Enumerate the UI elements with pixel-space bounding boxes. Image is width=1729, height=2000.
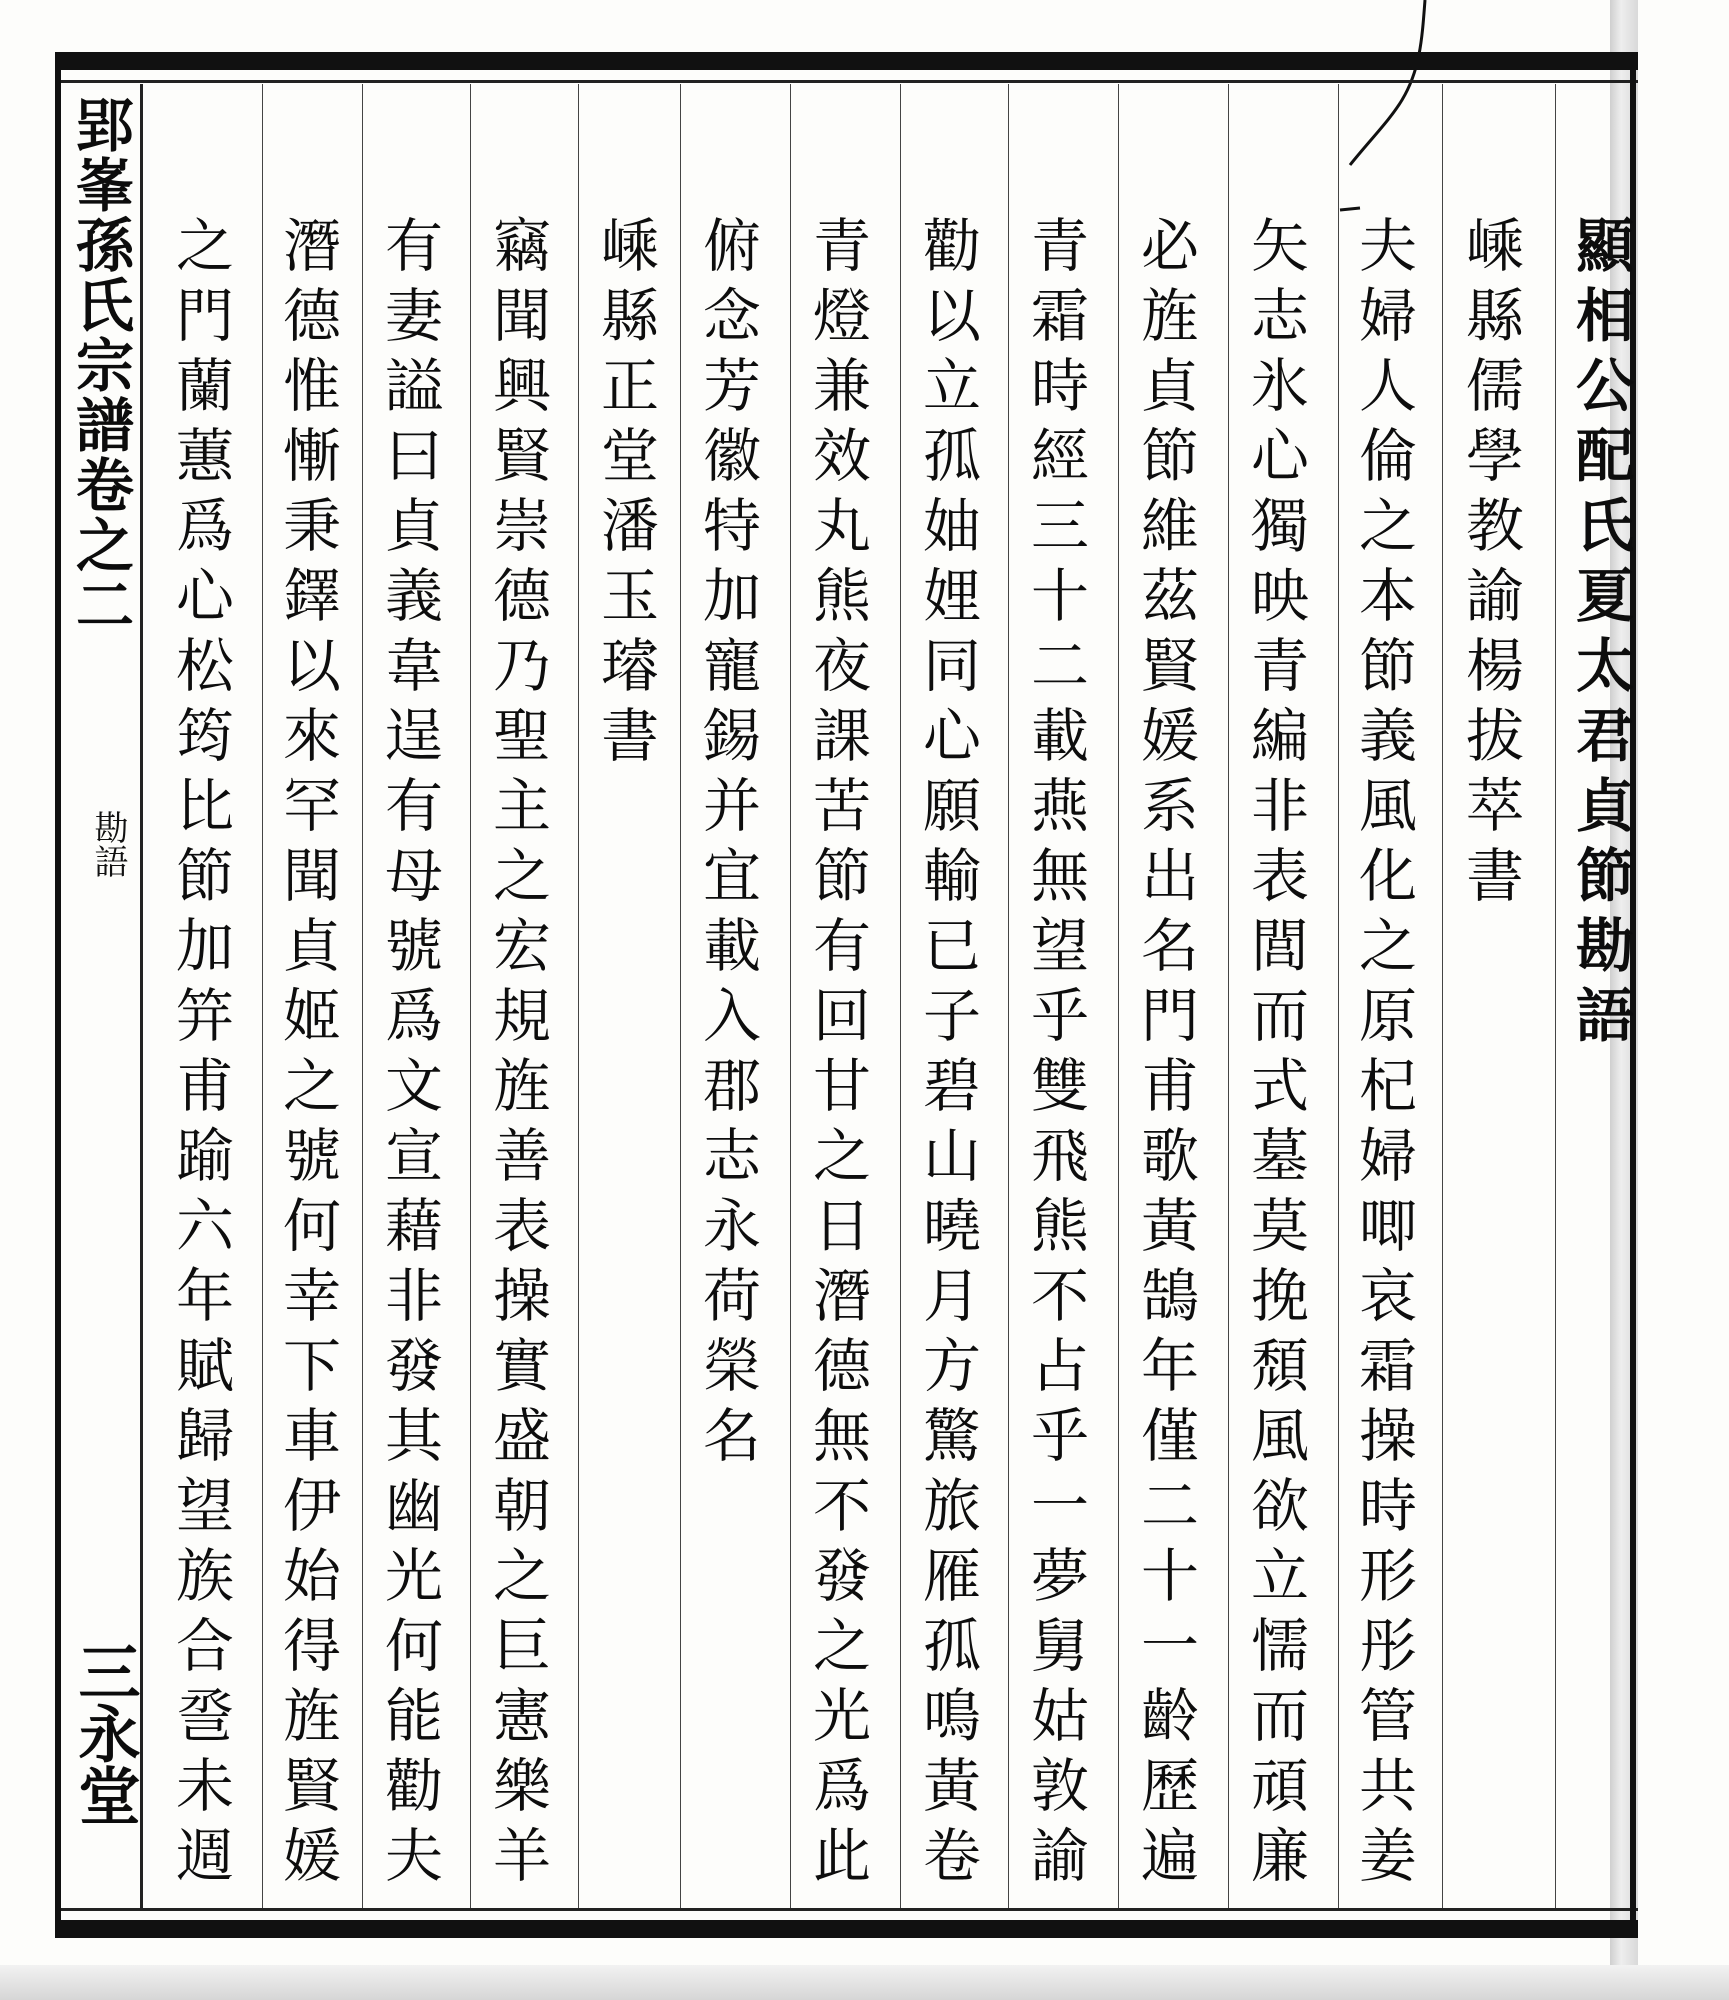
text-column: 青燈兼效丸熊夜課苦節有回甘之日潛德無不發之光爲此 <box>803 215 871 1895</box>
text-column-title: 顯相公配氏夏太君貞節勘語 <box>1566 215 1634 1055</box>
frame-bottom-inner-line <box>58 1908 1638 1911</box>
margin-book-title: 郢峯孫氏宗譜卷之二 <box>66 95 134 635</box>
text-column: 必旌貞節維茲賢媛系出名門甫歌黃鵠年僅二十一齡歷遍 <box>1131 215 1199 1895</box>
text-column: 俯念芳徽特加寵錫并宜載入郡志永荷榮名 <box>693 215 761 1475</box>
column-rule <box>790 84 791 1908</box>
column-rule <box>1118 84 1119 1908</box>
text-column: 青霜時經三十二載燕無望乎雙飛熊不占乎一夢舅姑敦諭 <box>1021 215 1089 1895</box>
column-rule <box>1338 84 1339 1908</box>
text-column: 竊聞興賢崇德乃聖主之宏規旌善表操實盛朝之巨憲樂羊 <box>483 215 551 1895</box>
column-rule <box>578 84 579 1908</box>
column-rule <box>362 84 363 1908</box>
text-column: 矢志氷心獨映青編非表閭而式墓莫挽頹風欲立懦而頑廉 <box>1241 215 1309 1895</box>
text-column-author: 嵊縣正堂潘玉璿書 <box>591 215 659 775</box>
frame-top-inner-line <box>58 80 1638 83</box>
column-rule <box>1228 84 1229 1908</box>
column-rule <box>1555 84 1556 1908</box>
frame-top-border <box>58 52 1638 70</box>
margin-hall-name: 三永堂 <box>68 1640 141 1826</box>
column-rule <box>680 84 681 1908</box>
scan-edge-bottom <box>0 1965 1729 2000</box>
frame-bottom-border <box>58 1920 1638 1938</box>
text-column: 潛德惟慚秉鐸以來罕聞貞姬之號何幸下車伊始得旌賢媛 <box>273 215 341 1895</box>
pen-stroke-mark <box>1330 0 1450 230</box>
column-rule <box>262 84 263 1908</box>
text-column: 勸以立孤妯娌同心願輸已子碧山曉月方驚旅雁孤鳴黃卷 <box>913 215 981 1895</box>
column-rule <box>470 84 471 1908</box>
column-rule <box>1442 84 1443 1908</box>
text-column-author: 嵊縣儒學教諭楊拔萃書 <box>1456 215 1524 915</box>
text-column: 有妻謚曰貞義韋逞有母號爲文宣藉非發其幽光何能勸夫 <box>375 215 443 1895</box>
text-column: 之門蘭蕙爲心松筠比節加笄甫踰六年賦歸望族合巹未週 <box>166 215 234 1895</box>
column-rule <box>1008 84 1009 1908</box>
text-column: 夫婦人倫之本節義風化之原杞婦唧哀霜操時形彤管共姜 <box>1349 215 1417 1895</box>
column-rule <box>900 84 901 1908</box>
margin-section-label: 勘語 <box>88 810 128 878</box>
